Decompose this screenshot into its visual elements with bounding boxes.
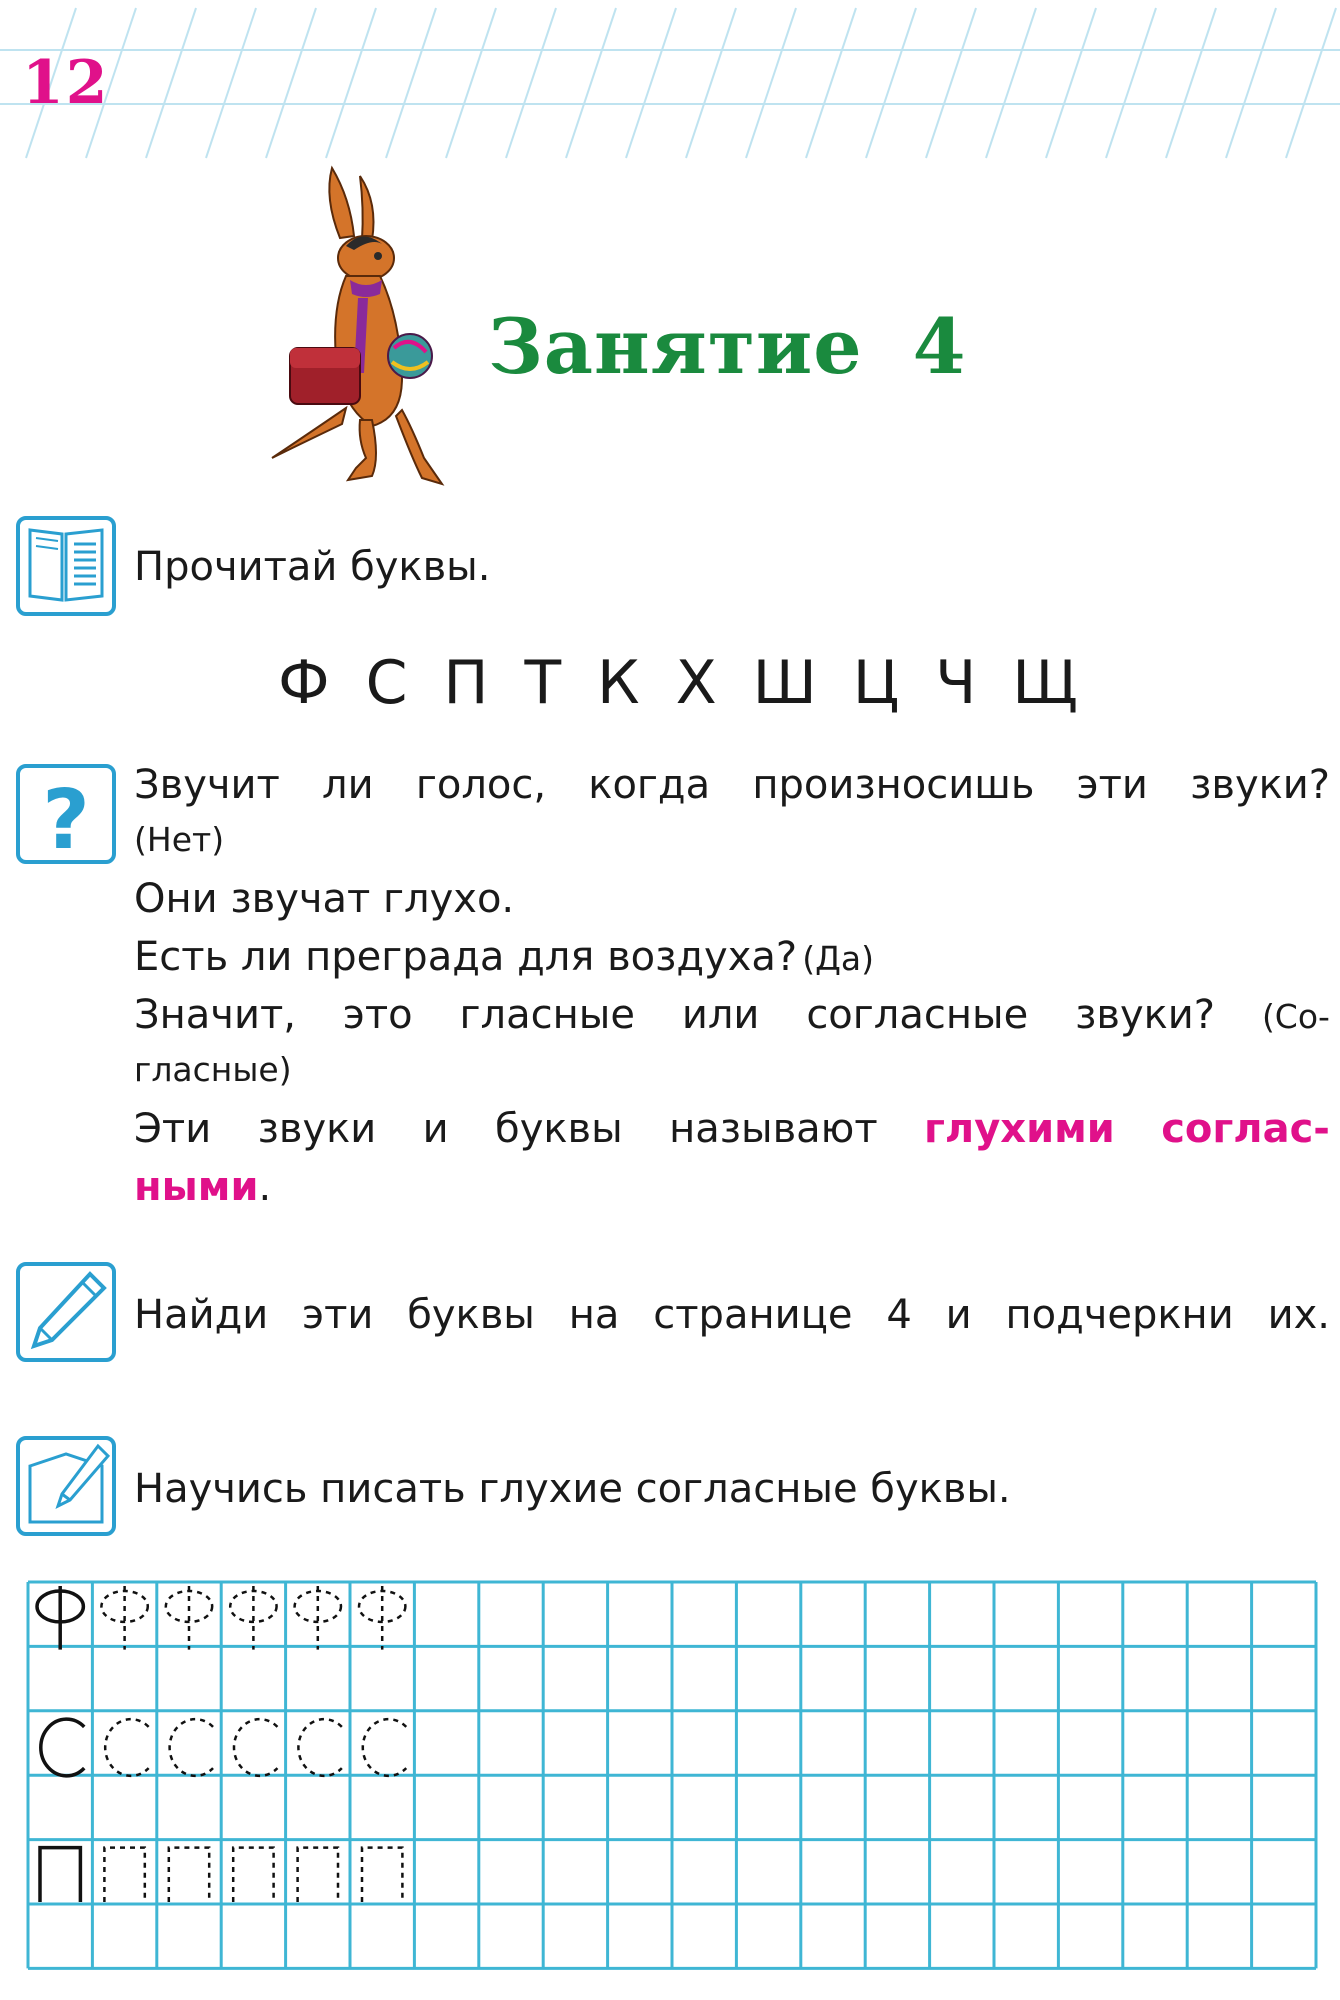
line-6-end: . bbox=[258, 1164, 272, 1210]
word: эти bbox=[1076, 762, 1148, 808]
question-line-3: Есть ли преграда для воздуха? bbox=[134, 934, 798, 980]
word: буквы bbox=[495, 1106, 623, 1152]
word: звуки bbox=[257, 1106, 377, 1152]
page-number: 12 bbox=[22, 48, 110, 118]
sample-letter bbox=[41, 1719, 84, 1776]
word: произносишь bbox=[752, 762, 1035, 808]
word: согласные bbox=[806, 992, 1029, 1038]
question-line-5 bbox=[134, 1106, 1330, 1152]
letter: Щ bbox=[1012, 648, 1078, 718]
question-block bbox=[134, 762, 1330, 1222]
word: голос, bbox=[415, 762, 547, 808]
accent-term-end: ными bbox=[134, 1164, 259, 1210]
word: на bbox=[568, 1292, 620, 1338]
word: и bbox=[422, 1106, 449, 1152]
question-line-6 bbox=[134, 1164, 271, 1210]
traced-letter bbox=[298, 1719, 341, 1776]
question-line-4 bbox=[134, 992, 1330, 1038]
open-book-icon bbox=[16, 516, 116, 616]
pencil-icon bbox=[16, 1262, 116, 1362]
pen-paper-icon bbox=[16, 1436, 116, 1536]
traced-letter bbox=[298, 1848, 338, 1902]
word: (Со- bbox=[1261, 997, 1330, 1036]
lesson-title-word: Занятие bbox=[488, 302, 863, 391]
word: звуки? bbox=[1190, 762, 1330, 808]
word: или bbox=[681, 992, 760, 1038]
word: звуки? bbox=[1075, 992, 1216, 1038]
word: и bbox=[945, 1292, 972, 1338]
letters-row bbox=[278, 648, 1078, 718]
lesson-number: 4 bbox=[912, 302, 967, 391]
sample-letter bbox=[40, 1848, 80, 1902]
word: Значит, bbox=[134, 992, 296, 1038]
traced-letter bbox=[233, 1848, 273, 1902]
word: Эти bbox=[134, 1106, 212, 1152]
question-line-2: Они звучат глухо. bbox=[134, 876, 515, 922]
word: ли bbox=[322, 762, 374, 808]
find-instruction bbox=[134, 1292, 1330, 1338]
kangaroo-illustration bbox=[262, 158, 462, 488]
letter: Т bbox=[524, 648, 562, 718]
lesson-title bbox=[488, 302, 967, 391]
word: их. bbox=[1267, 1292, 1330, 1338]
ruled-header-lines bbox=[0, 0, 1340, 170]
letter: К bbox=[597, 648, 640, 718]
traced-letter bbox=[234, 1719, 277, 1776]
write-instruction: Научись писать глухие согласные буквы. bbox=[134, 1466, 1011, 1512]
word: буквы bbox=[407, 1292, 535, 1338]
accent-term-1: глухими bbox=[924, 1106, 1115, 1152]
letter: Ц bbox=[852, 648, 900, 718]
traced-letter bbox=[104, 1848, 144, 1902]
word: подчеркни bbox=[1005, 1292, 1234, 1338]
word: называют bbox=[669, 1106, 878, 1152]
letter: Х bbox=[675, 648, 717, 718]
accent-term-2: соглас- bbox=[1161, 1106, 1330, 1152]
word: когда bbox=[588, 762, 711, 808]
word: странице bbox=[653, 1292, 853, 1338]
word: это bbox=[342, 992, 413, 1038]
question-line-1 bbox=[134, 762, 1330, 808]
copybook-grid bbox=[26, 1580, 1328, 1986]
letter: Ф bbox=[278, 648, 330, 718]
svg-text:?: ? bbox=[42, 773, 90, 864]
answer-3: (Да) bbox=[802, 939, 875, 978]
word: 4 bbox=[886, 1292, 912, 1338]
letter: Ш bbox=[752, 648, 817, 718]
word: эти bbox=[302, 1292, 374, 1338]
letter: Ч bbox=[935, 648, 977, 718]
traced-letter bbox=[362, 1848, 402, 1902]
traced-letter bbox=[105, 1719, 148, 1776]
word: гласные bbox=[459, 992, 635, 1038]
question-mark-icon bbox=[16, 764, 116, 864]
traced-letter bbox=[363, 1719, 406, 1776]
letter: С bbox=[365, 648, 408, 718]
answer-1: (Нет) bbox=[134, 820, 225, 859]
question-line-4-cont: гласные) bbox=[134, 1050, 292, 1089]
letter: П bbox=[443, 648, 489, 718]
read-instruction: Прочитай буквы. bbox=[134, 544, 491, 590]
traced-letter bbox=[169, 1848, 209, 1902]
word: Звучит bbox=[134, 762, 280, 808]
traced-letter bbox=[170, 1719, 213, 1776]
word: Найди bbox=[134, 1292, 269, 1338]
